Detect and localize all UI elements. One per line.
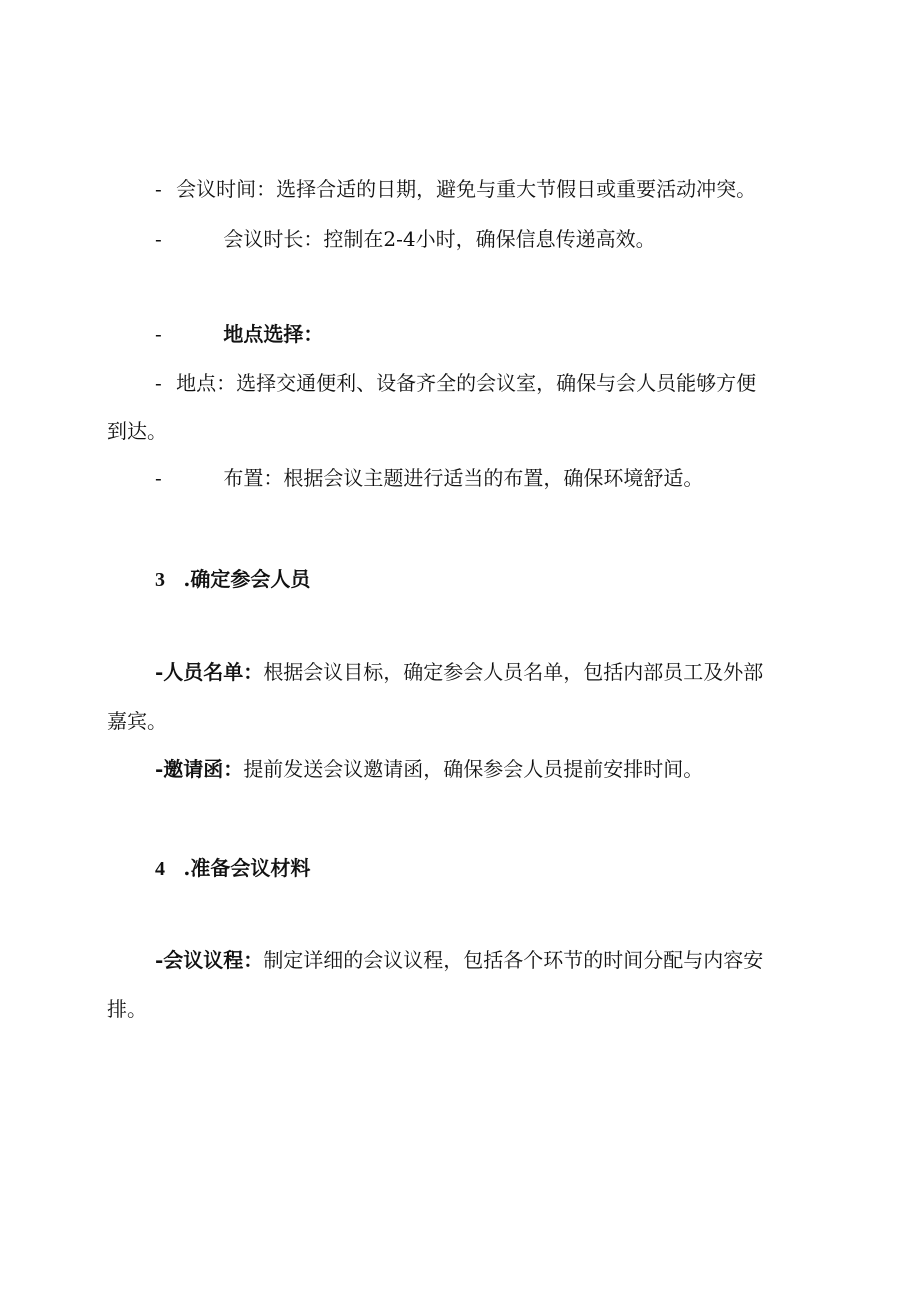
bullet-dash: - [155, 322, 162, 346]
venue-item [155, 370, 756, 396]
section-3-heading [155, 566, 310, 593]
location-heading-text: 地点选择： [223, 322, 324, 346]
section-4-heading [155, 855, 310, 882]
attendee-list-text-line2: 嘉宾。 [107, 709, 167, 733]
location-heading [155, 321, 323, 347]
item-label: -邀请函： [155, 757, 244, 781]
layout-text: 布置：根据会议主题进行适当的布置，确保环境舒适。 [223, 466, 704, 490]
bullet-dash: - [155, 177, 162, 201]
section-title: .准备会议材料 [183, 856, 311, 880]
item-label: -人员名单： [155, 660, 264, 684]
section-title: .确定参会人员 [183, 567, 311, 591]
section-number: 3 [155, 569, 165, 591]
meeting-time-text: 会议时间：选择合适的日期，避免与重大节假日或重要活动冲突。 [176, 177, 757, 201]
attendee-list-text-line1: 根据会议目标，确定参会人员名单，包括内部员工及外部 [263, 660, 764, 684]
agenda-text-line2: 排。 [107, 997, 147, 1021]
item-label: -会议议程： [155, 948, 264, 972]
agenda-text-line1: 制定详细的会议议程，包括各个环节的时间分配与内容安 [263, 948, 764, 972]
bullet-dash: - [155, 371, 162, 395]
attendee-list-item [155, 659, 763, 685]
venue-text-line2: 到达。 [107, 419, 167, 443]
meeting-time-item [155, 176, 756, 202]
layout-item [155, 465, 703, 491]
agenda-item [155, 947, 763, 973]
venue-text-line1: 地点：选择交通便利、设备齐全的会议室，确保与会人员能够方便 [176, 371, 757, 395]
bullet-dash: - [155, 466, 162, 490]
meeting-duration-item [155, 226, 656, 252]
section-number: 4 [155, 858, 165, 880]
invitation-text: 提前发送会议邀请函，确保参会人员提前安排时间。 [243, 757, 704, 781]
bullet-dash: - [155, 227, 162, 251]
meeting-duration-text: 会议时长：控制在2-4小时，确保信息传递高效。 [223, 227, 656, 251]
invitation-item [155, 756, 703, 782]
